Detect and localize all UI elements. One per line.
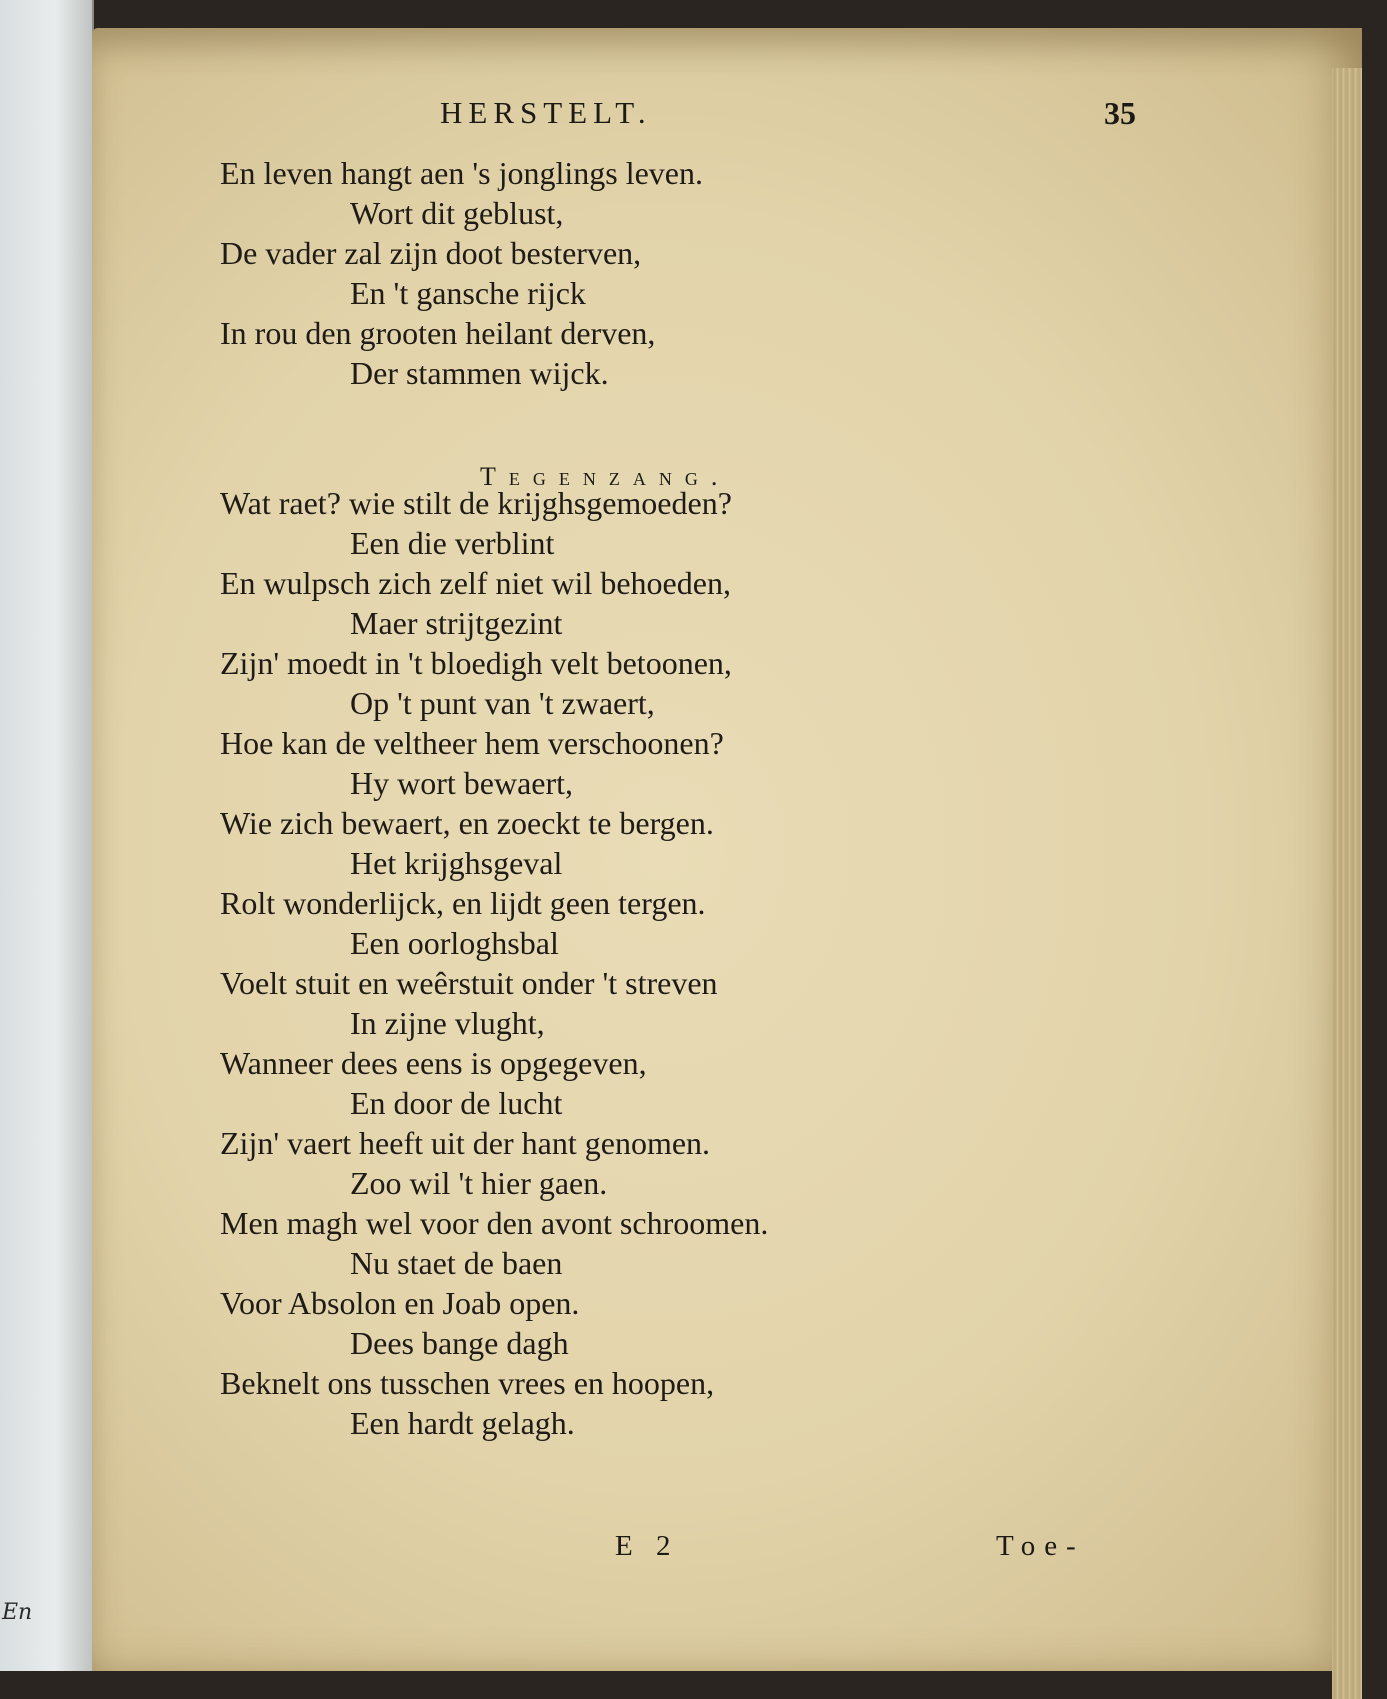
verse-line: Voor Absolon en Joab open. — [220, 1285, 580, 1321]
verse-line: De vader zal zijn doot besterven, — [220, 235, 642, 271]
verse-line: En 't gansche rijck — [350, 275, 586, 311]
verse-line: In rou den grooten heilant derven, — [220, 315, 656, 351]
verse-line: Wanneer dees eens is opgegeven, — [220, 1045, 647, 1081]
verse-line: Een die verblint — [350, 525, 555, 561]
page-edge — [1332, 68, 1362, 1699]
verse-line: En door de lucht — [350, 1085, 563, 1121]
verse-line: Nu staet de baen — [350, 1245, 563, 1281]
verse-line: Het krijghsgeval — [350, 845, 563, 881]
verse-line: En leven hangt aen 's jonglings leven. — [220, 155, 703, 191]
verse-line: Hoe kan de veltheer hem verschoonen? — [220, 725, 724, 761]
book-page — [92, 28, 1362, 1671]
verse-line: Zijn' vaert heeft uit der hant genomen. — [220, 1125, 711, 1161]
verse-line: Beknelt ons tusschen vrees en hoopen, — [220, 1365, 715, 1401]
verse-line: Wort dit geblust, — [350, 195, 564, 231]
verse-line: Wat raet? wie stilt de krijghsgemoeden? — [220, 485, 732, 521]
verse-line: Voelt stuit en weêrstuit onder 't streven — [220, 965, 718, 1001]
verse-line: Een oorloghsbal — [350, 925, 559, 961]
verse-line: Zoo wil 't hier gaen. — [350, 1165, 608, 1201]
left-page-edge-text: En — [2, 1600, 33, 1625]
verse-line: Der stammen wijck. — [350, 355, 609, 391]
running-title: HERSTELT. — [440, 95, 652, 130]
verse-line: Rolt wonderlijck, en lijdt geen tergen. — [220, 885, 706, 921]
verse-line: Hy wort bewaert, — [350, 765, 574, 801]
left-page — [0, 0, 94, 1671]
verse-line: Dees bange dagh — [350, 1325, 569, 1361]
section-title: Tegenzang. — [480, 462, 731, 491]
verse-line: Men magh wel voor den avont schroomen. — [220, 1205, 769, 1241]
verse-line: Wie zich bewaert, en zoeckt te bergen. — [220, 805, 714, 841]
catchword: Toe- — [996, 1530, 1085, 1562]
page-number: 35 — [1104, 95, 1136, 131]
verse-line: Maer strijtgezint — [350, 605, 563, 641]
verse-line: Een hardt gelagh. — [350, 1405, 575, 1441]
verse-line: Op 't punt van 't zwaert, — [350, 685, 655, 721]
verse-line: In zijne vlught, — [350, 1005, 545, 1041]
verse-line: En wulpsch zich zelf niet wil behoeden, — [220, 565, 731, 601]
signature-mark: E 2 — [615, 1530, 679, 1562]
verse-line: Zijn' moedt in 't bloedigh velt betoonen, — [220, 645, 732, 681]
